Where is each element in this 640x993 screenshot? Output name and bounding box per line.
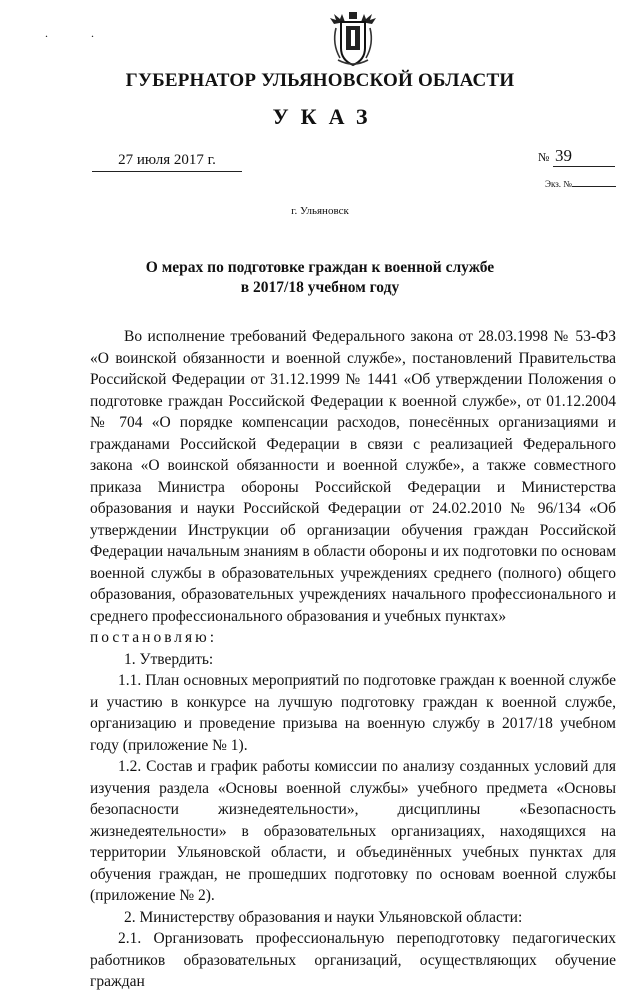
preamble-paragraph: Во исполнение требований Федерального закона от 28.03.1998 № 53-ФЗ «О воинской обязанности и военной службе», постановлений Правительства Российской Федерации от 31.12.1999 № 1441 «Об утверждении Положения о подготовке граждан Российской Федерации к военной службе», от 01.12.2004 № 704 «О порядке компенсации расходов, понесённых организациями и гражданами Российской Федерации в связи с реализацией Федерального закона «О воинской обязанности и военной службе», а также совместного приказа Министра обороны Российской Федерации и Министерства образования и науки Российской Федерации от 24.02.2010 № 96/134 «Об утверждении Инструкции об организации обучения граждан Российской Федерации начальным знаниям в области обороны и их подготовки по основам военной службы в образовательных учреждениях среднего (полного) общего образования, образовательных учреждениях начального профессионального и среднего профессионального образования и учебных пунктах» [90,328,616,625]
document-number [538,146,615,167]
document-title [0,258,640,298]
resolve-word: постановляю: [90,629,218,646]
title-line-2: в 2017/18 учебном году [240,279,400,296]
item-2: 2. Министерству образования и науки Ульяновской области: [124,908,523,926]
copy-label: Экз. № [545,179,572,189]
item-1: 1. Утвердить: [124,650,214,668]
scan-marks: . . [45,26,114,40]
number-value: 39 [553,146,615,167]
item-2-1: 2.1. Организовать профессиональную переподготовку педагогических работников образовательных организаций, осуществляющих обучение граждан [90,930,616,990]
coat-of-arms-emblem [328,10,378,68]
copy-number [545,179,616,189]
document-type-heading: УКАЗ [272,104,380,129]
title-line-1: О мерах по подготовке граждан к военной службе [145,259,495,276]
copy-number-line [572,186,616,187]
preamble-block [90,326,616,993]
authority-heading: ГУБЕРНАТОР УЛЬЯНОВСКОЙ ОБЛАСТИ [125,70,515,91]
document-date: 27 июля 2017 г. [92,152,242,172]
item-1-1: 1.1. План основных мероприятий по подготовке граждан к военной службе и участию в конкурсе на лучшую подготовку граждан к военной службе, организацию и проведение призыва на военную службу в 2017/18 учебном году (приложение № 1). [90,672,616,754]
item-1-2: 1.2. Состав и график работы комиссии по анализу созданных условий для изучения раздела «Основы военной службы» учебного предмета «Основы безопасности жизнедеятельности», дисциплины «Безопасность жизнедеятельности» в образовательных организациях, находящихся на территории Ульяновской области, и объединённых учебных пунктах для обучения граждан, не прошедших подготовку по основам военной службы (приложение № 2). [90,758,616,904]
issuing-city: г. Ульяновск [291,205,349,217]
number-label: № [538,150,550,164]
